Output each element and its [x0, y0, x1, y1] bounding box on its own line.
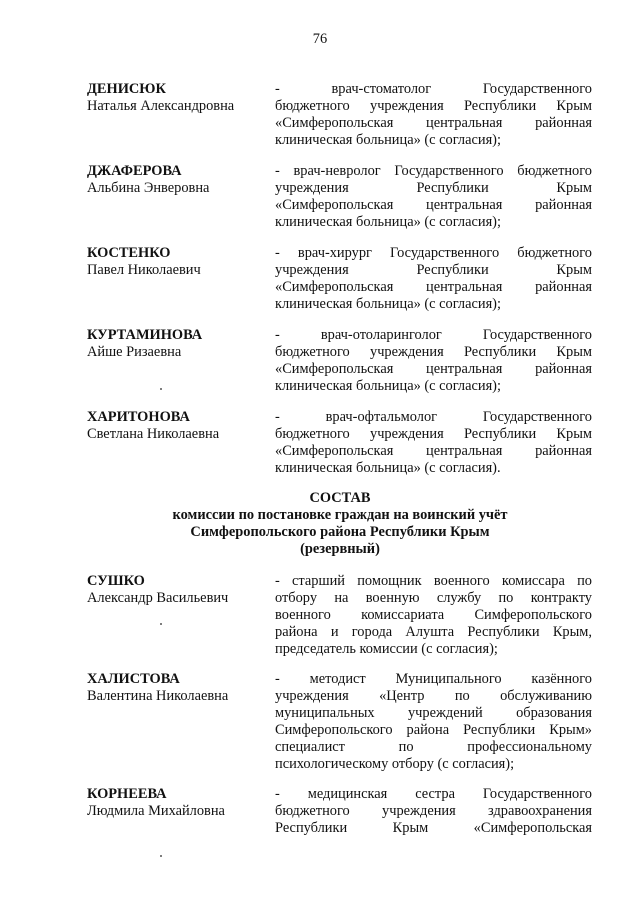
heading-subtitle: (резервный) [300, 541, 380, 557]
scan-speck [160, 623, 162, 625]
position-line: учреждения «Центр по обслуживанию [275, 688, 592, 704]
position-line: района и города Алушта Республики Крым, [275, 624, 592, 640]
position-line: учреждения Республики Крым [275, 262, 592, 278]
member-position [275, 245, 592, 313]
member-position [275, 327, 592, 395]
position-line: психологическому отбору (с согласия); [275, 756, 515, 772]
position-line: - врач-стоматолог Государственного [275, 81, 592, 97]
position-line: клиническая больница» (с согласия); [275, 296, 501, 312]
position-line: «Симферопольская центральная районная [275, 115, 592, 131]
position-line: клиническая больница» (с согласия). [275, 460, 501, 476]
member-surname: КОСТЕНКО [87, 245, 171, 261]
position-line: клиническая больница» (с согласия); [275, 214, 501, 230]
position-line: отбору на военную службу по контракту [275, 590, 592, 606]
heading-subtitle: Симферопольского района Республики Крым [190, 524, 490, 540]
position-line: военного комиссариата Симферопольского [275, 607, 592, 623]
member-name [87, 786, 272, 820]
member-given-name: Валентина Николаевна [87, 688, 229, 704]
member-name [87, 163, 272, 197]
position-line: - врач-невролог Государственного бюджетного [275, 163, 592, 179]
member-name [87, 245, 272, 279]
position-line: «Симферопольская центральная районная [275, 443, 592, 459]
position-line: Симферопольского района Республики Крым» [275, 722, 592, 738]
position-line: Республики Крым «Симферопольская [275, 820, 592, 836]
member-given-name: Наталья Александровна [87, 98, 235, 114]
position-line: - медицинская сестра Государственного [275, 786, 592, 802]
position-line: клиническая больница» (с согласия); [275, 378, 501, 394]
position-line: председатель комиссии (с согласия); [275, 641, 498, 657]
position-line: - старший помощник военного комиссара по [275, 573, 592, 589]
scan-speck [160, 855, 162, 857]
position-line: клиническая больница» (с согласия); [275, 132, 501, 148]
member-surname: КОРНЕЕВА [87, 786, 167, 802]
position-line: «Симферопольская центральная районная [275, 197, 592, 213]
member-position [275, 409, 592, 477]
member-given-name: Альбина Энверовна [87, 180, 210, 196]
member-position [275, 573, 592, 658]
position-line: специалист по профессиональному [275, 739, 592, 755]
commission-heading [0, 490, 640, 558]
position-line: - врач-офтальмолог Государственного [275, 409, 592, 425]
member-given-name: Павел Николаевич [87, 262, 201, 278]
member-given-name: Светлана Николаевна [87, 426, 220, 442]
member-position [275, 671, 592, 773]
member-given-name: Айше Ризаевна [87, 344, 182, 360]
position-line: бюджетного учреждения Республики Крым [275, 344, 592, 360]
member-name [87, 671, 272, 705]
position-line: «Симферопольская центральная районная [275, 361, 592, 377]
member-position [275, 786, 592, 837]
member-position [275, 163, 592, 231]
position-line: бюджетного учреждения Республики Крым [275, 98, 592, 114]
member-surname: ХАЛИСТОВА [87, 671, 180, 687]
position-line: - методист Муниципального казённого [275, 671, 592, 687]
member-name [87, 327, 272, 361]
position-line: - врач-хирург Государственного бюджетного [275, 245, 592, 261]
member-surname: ДЕНИСЮК [87, 81, 166, 97]
member-given-name: Александр Васильевич [87, 590, 229, 606]
member-given-name: Людмила Михайловна [87, 803, 225, 819]
position-line: «Симферопольская центральная районная [275, 279, 592, 295]
member-surname: СУШКО [87, 573, 145, 589]
member-surname: ДЖАФЕРОВА [87, 163, 182, 179]
page-number: 76 [312, 31, 328, 47]
position-line: бюджетного учреждения здравоохранения [275, 803, 592, 819]
position-line: муниципальных учреждений образования [275, 705, 592, 721]
member-surname: ХАРИТОНОВА [87, 409, 190, 425]
scan-speck [160, 388, 162, 390]
member-name [87, 81, 272, 115]
member-name [87, 573, 272, 607]
position-line: - врач-отоларинголог Государственного [275, 327, 592, 343]
position-line: учреждения Республики Крым [275, 180, 592, 196]
heading-subtitle: комиссии по постановке граждан на воинский учёт [172, 507, 508, 523]
member-name [87, 409, 272, 443]
member-position [275, 81, 592, 149]
position-line: бюджетного учреждения Республики Крым [275, 426, 592, 442]
member-surname: КУРТАМИНОВА [87, 327, 203, 343]
heading-title: СОСТАВ [309, 490, 371, 506]
